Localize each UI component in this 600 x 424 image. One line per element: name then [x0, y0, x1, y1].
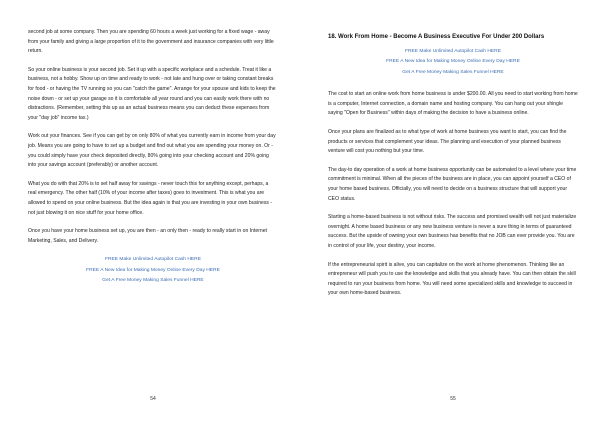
chapter-heading: 18. Work From Home - Become A Business Executive For Under 200 Dollars [328, 34, 545, 40]
paragraph: Work out your finances. See if you can get by on only 80% of what you currently earn in income from your day job. Means you are going to have to set up a budget and find out what you are spending your money on. Or - you could simply have your check deposited directly, 80% going into your checking account and 20% going into your savings account (preferably) or another account. [28, 133, 276, 169]
paragraph: Once you have your home business set up, you are then - an only then - ready to really start in on Internet Marketing, Sales, and Delivery. [28, 228, 267, 244]
page-number: 55 [450, 396, 456, 402]
sales-funnel-link[interactable]: Get A Free Money Making Sales Funnel HERE [402, 69, 504, 75]
left-page-body [28, 28, 278, 299]
right-page [328, 0, 578, 424]
paragraph: What you do with that 20% is to set half away for savings - never touch this for anything except, perhaps, a real emergency. The other half (10% of your income after taxes) goes to investment. This is what you are allowed to spend on your online business. But the idea again is that you are investing in your own business - not just blowing it on nice stuff for your home office. [28, 180, 273, 216]
new-idea-link[interactable]: FREE A New Idea for Making Money Online Every Day HERE [86, 267, 220, 273]
paragraph: second job at some company. Then you are spending 60 hours a week just working for a fixed wage - away from your family and giving a large proportion of it to the government and insurance companies with very little return. [28, 29, 274, 55]
paragraph: The day-to day operation of a work at home business opportunity can be automated to a level where your time commitment is minimal. When all the pieces of the business are in place, you can appoint yourself a CEO of your home based business. Officially, you will need to decide on a business structure that will support your CEO status. [328, 166, 577, 202]
new-idea-link[interactable]: FREE A New Idea for Making Money Online Every Day HERE [386, 59, 520, 65]
autopilot-cash-link[interactable]: FREE Make Unlimited Autopilot Cash HERE [405, 48, 501, 54]
sales-funnel-link[interactable]: Get A Free Money Making Sales Funnel HERE [102, 278, 204, 284]
right-page-body [328, 32, 578, 308]
page-number: 54 [150, 396, 156, 402]
promo-links [328, 47, 578, 79]
paragraph: So your online business is your second job. Set it up with a specific workplace and a schedule. Treat it like a business, not a hobby. Show up on time and ready to work - not late and hung over or taking constant breaks for food - or having the TV running so you can "catch the game". Arrange for your spouse and kids to keep the noise down - or set up your garage so it is comfortable all year round and you can easily work there with no distractions. (Remember, setting this up as an actual business means you can deduct these expenses from your "day job" income tax.) [28, 66, 276, 121]
autopilot-cash-link[interactable]: FREE Make Unlimited Autopilot Cash HERE [105, 257, 201, 263]
left-page [28, 0, 278, 424]
paragraph: If the entrepreneurial spirit is alive, you can capitalize on the work at home phenomenon. Thinking like an entrepreneur will push you to use the knowledge and skills that you already have. You can then obtain the skill required to run your business from home. You will need some specialized skills and knowledge to succeed in your own home-based business. [328, 261, 576, 297]
promo-links [28, 255, 278, 287]
paragraph: Starting a home-based business is not without risks. The success and promised wealth will not just materialize overnight. A home based business or any new business venture is never a sure thing in terms of guaranteed success. But the upside of owning your own business has benefits that no JOB can ever provide you. You are in control of your life, your destiny, your income. [328, 214, 577, 249]
paragraph: Once your plans are finalized as to what type of work at home business you want to start, you can find the products or services that complement your ideas. The planning and execution of your planned business venture will cost you nothing but your time. [328, 129, 567, 155]
paragraph: The cost to start an online work from home business is under $200.00. All you need to start working from home is a computer, Internet connection, a domain name and hosting company. You can hang out your shingle saying "Open for Business" within days of making the decision to have a business online. [328, 91, 578, 117]
